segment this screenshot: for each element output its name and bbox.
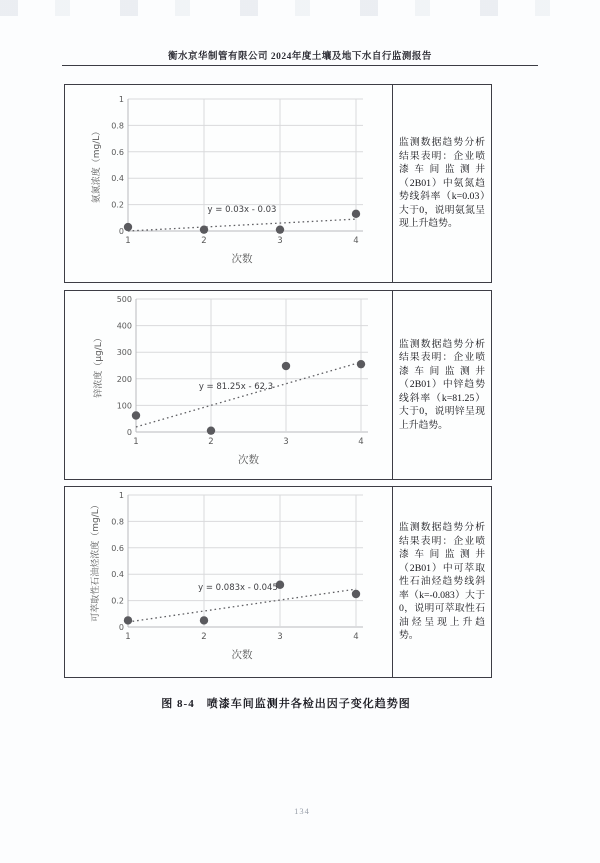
report-header-title: 衡水京华制管有限公司 2024年度土壤及地下水自行监测报告 bbox=[168, 52, 432, 62]
analysis-note-petroleum-hydrocarbon bbox=[392, 487, 491, 677]
svg-text:0: 0 bbox=[118, 623, 124, 632]
svg-text:0.8: 0.8 bbox=[111, 517, 124, 527]
ammonia-nitrogen-scatter-plot bbox=[65, 85, 392, 282]
analysis-note-zinc bbox=[392, 291, 491, 479]
trend-panel-zinc bbox=[64, 290, 492, 480]
svg-text:4: 4 bbox=[358, 437, 364, 447]
petroleum-hydrocarbon-scatter-plot bbox=[65, 487, 392, 677]
svg-text:4: 4 bbox=[353, 632, 359, 642]
zinc-scatter-plot bbox=[65, 291, 392, 479]
analysis-note-ammonia-nitrogen bbox=[392, 85, 491, 282]
svg-text:0: 0 bbox=[118, 227, 124, 236]
analysis-text: 监测数据趋势分析结果表明：企业喷漆车间监测井（2B01）中可萃取性石油烃趋势线斜率（k=-0.083）大于0，说明可萃取性石油烃呈现上升趋势。 bbox=[399, 522, 485, 642]
svg-text:0.8: 0.8 bbox=[111, 121, 124, 131]
page-number: 134 bbox=[294, 806, 310, 816]
scan-noise-artifact bbox=[0, 0, 600, 16]
svg-text:y = 81.25x - 62.3: y = 81.25x - 62.3 bbox=[198, 382, 274, 392]
svg-text:200: 200 bbox=[116, 374, 132, 384]
svg-text:1: 1 bbox=[133, 437, 139, 447]
svg-text:2: 2 bbox=[201, 632, 207, 642]
svg-text:0.2: 0.2 bbox=[111, 200, 124, 210]
svg-text:锌浓度（μg/L）: 锌浓度（μg/L） bbox=[94, 333, 104, 398]
svg-text:可萃取性石油烃浓度（mg/L）: 可萃取性石油烃浓度（mg/L） bbox=[91, 500, 101, 622]
svg-text:3: 3 bbox=[277, 632, 283, 642]
analysis-text: 监测数据趋势分析结果表明：企业喷漆车间监测井（2B01）中锌趋势线斜率（k=81.25）大于0，说明锌呈现上升趋势。 bbox=[399, 338, 485, 431]
chart-cell-ammonia-nitrogen bbox=[65, 85, 392, 282]
svg-text:0.2: 0.2 bbox=[111, 596, 124, 606]
header-divider bbox=[62, 65, 538, 66]
svg-text:y = 0.083x - 0.045: y = 0.083x - 0.045 bbox=[198, 583, 278, 593]
svg-text:300: 300 bbox=[116, 348, 132, 358]
svg-text:1: 1 bbox=[118, 491, 124, 500]
svg-text:1: 1 bbox=[118, 95, 124, 104]
svg-text:2: 2 bbox=[208, 437, 214, 447]
svg-text:1: 1 bbox=[125, 632, 131, 642]
svg-text:0.6: 0.6 bbox=[111, 543, 124, 553]
chart-cell-zinc bbox=[65, 291, 392, 479]
svg-text:2: 2 bbox=[201, 236, 207, 246]
svg-text:500: 500 bbox=[116, 295, 132, 304]
svg-text:4: 4 bbox=[353, 236, 359, 246]
svg-text:400: 400 bbox=[116, 321, 132, 331]
trend-panel-petroleum-hydrocarbon bbox=[64, 486, 492, 678]
svg-text:0.6: 0.6 bbox=[111, 147, 124, 157]
svg-text:次数: 次数 bbox=[231, 649, 253, 661]
svg-text:3: 3 bbox=[283, 437, 289, 447]
figure-caption: 图 8-4 喷漆车间监测井各检出因子变化趋势图 bbox=[161, 698, 411, 710]
trend-panel-ammonia-nitrogen bbox=[64, 84, 492, 283]
svg-text:100: 100 bbox=[116, 401, 132, 411]
svg-text:次数: 次数 bbox=[231, 253, 253, 265]
svg-text:3: 3 bbox=[277, 236, 283, 246]
svg-text:1: 1 bbox=[125, 236, 131, 246]
chart-cell-petroleum-hydrocarbon bbox=[65, 487, 392, 677]
svg-text:0.4: 0.4 bbox=[111, 174, 124, 184]
analysis-text: 监测数据趋势分析结果表明：企业喷漆车间监测井（2B01）中氨氮趋势线斜率（k=0.03）大于0，说明氨氮呈现上升趋势。 bbox=[399, 137, 485, 230]
svg-text:0.4: 0.4 bbox=[111, 570, 124, 580]
svg-text:氨氮浓度（mg/L）: 氨氮浓度（mg/L） bbox=[92, 126, 102, 204]
svg-text:y = 0.03x - 0.03: y = 0.03x - 0.03 bbox=[207, 205, 277, 215]
svg-text:0: 0 bbox=[126, 428, 132, 437]
svg-text:次数: 次数 bbox=[238, 454, 259, 466]
